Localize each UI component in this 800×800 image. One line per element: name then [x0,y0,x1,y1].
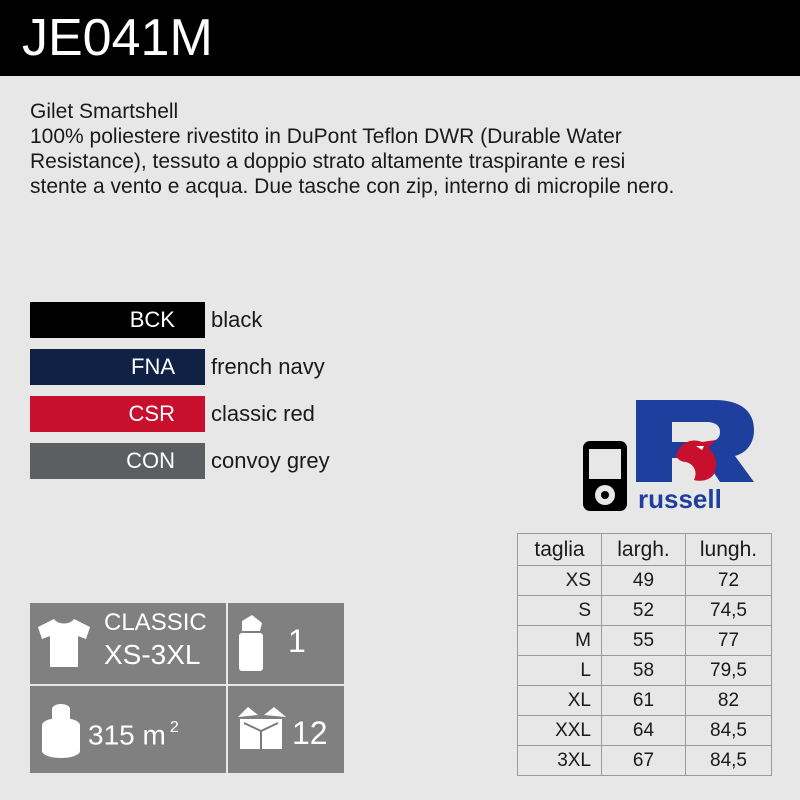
fit-label: CLASSIC [104,609,207,636]
box-icon [234,703,288,753]
color-swatch: CON [30,443,205,479]
size-table [517,533,772,776]
product-description [30,99,790,199]
table-row [518,656,772,686]
product-code: JE041M [22,9,213,67]
color-swatch: FNA [30,349,205,385]
brand-name: russell [638,484,722,514]
size-cell: XXL [518,716,602,746]
color-name: classic red [211,401,315,426]
table-row [518,716,772,746]
color-swatch: BCK [30,302,205,338]
table-row [518,566,772,596]
size-cell: S [518,596,602,626]
column-header: lungh. [686,534,772,566]
width-cell: 67 [602,746,686,776]
width-cell: 58 [602,656,686,686]
size-cell: M [518,626,602,656]
description-line: stente a vento e acqua. Due tasche con zip, interno di micropile nero. [30,175,675,198]
divider [30,684,344,686]
length-cell: 74,5 [686,596,772,626]
divider [226,603,228,773]
table-row [518,746,772,776]
color-row-black [30,302,390,338]
color-row-convoy-grey [30,443,390,479]
color-name: french navy [211,354,325,379]
header-bar [0,0,800,76]
width-cell: 49 [602,566,686,596]
width-cell: 55 [602,626,686,656]
pack-quantity: 1 [288,623,306,659]
tshirt-icon [36,617,92,669]
fabric-roll-icon [40,699,82,759]
length-cell: 72 [686,566,772,596]
russell-logo [632,398,760,514]
table-row [518,626,772,656]
color-row-classic-red [30,396,390,432]
description-line: Gilet Smartshell [30,100,179,123]
table-row [518,686,772,716]
column-header: taglia [518,534,602,566]
box-quantity: 12 [292,715,328,751]
description-line: Resistance), tessuto a doppio strato altamente traspirante e resi [30,150,626,173]
media-player-icon [582,440,628,512]
color-swatch: CSR [30,396,205,432]
length-cell: 79,5 [686,656,772,686]
size-cell: L [518,656,602,686]
fabric-weight [88,713,179,752]
size-cell: XL [518,686,602,716]
width-cell: 61 [602,686,686,716]
length-cell: 84,5 [686,746,772,776]
weight-value: 315 m [88,719,166,751]
size-cell: 3XL [518,746,602,776]
table-header-row [518,534,772,566]
width-cell: 64 [602,716,686,746]
color-name: black [211,307,263,332]
length-cell: 77 [686,626,772,656]
table-row [518,596,772,626]
color-name: convoy grey [211,448,330,473]
weight-unit-exponent: 2 [169,719,179,736]
length-cell: 82 [686,686,772,716]
bag-icon [236,613,266,673]
product-info-panel [30,603,344,773]
size-cell: XS [518,566,602,596]
length-cell: 84,5 [686,716,772,746]
color-row-french-navy [30,349,390,385]
width-cell: 52 [602,596,686,626]
column-header: largh. [602,534,686,566]
size-range: XS-3XL [104,639,201,670]
description-line: 100% poliestere rivestito in DuPont Teflon DWR (Durable Water [30,125,622,148]
